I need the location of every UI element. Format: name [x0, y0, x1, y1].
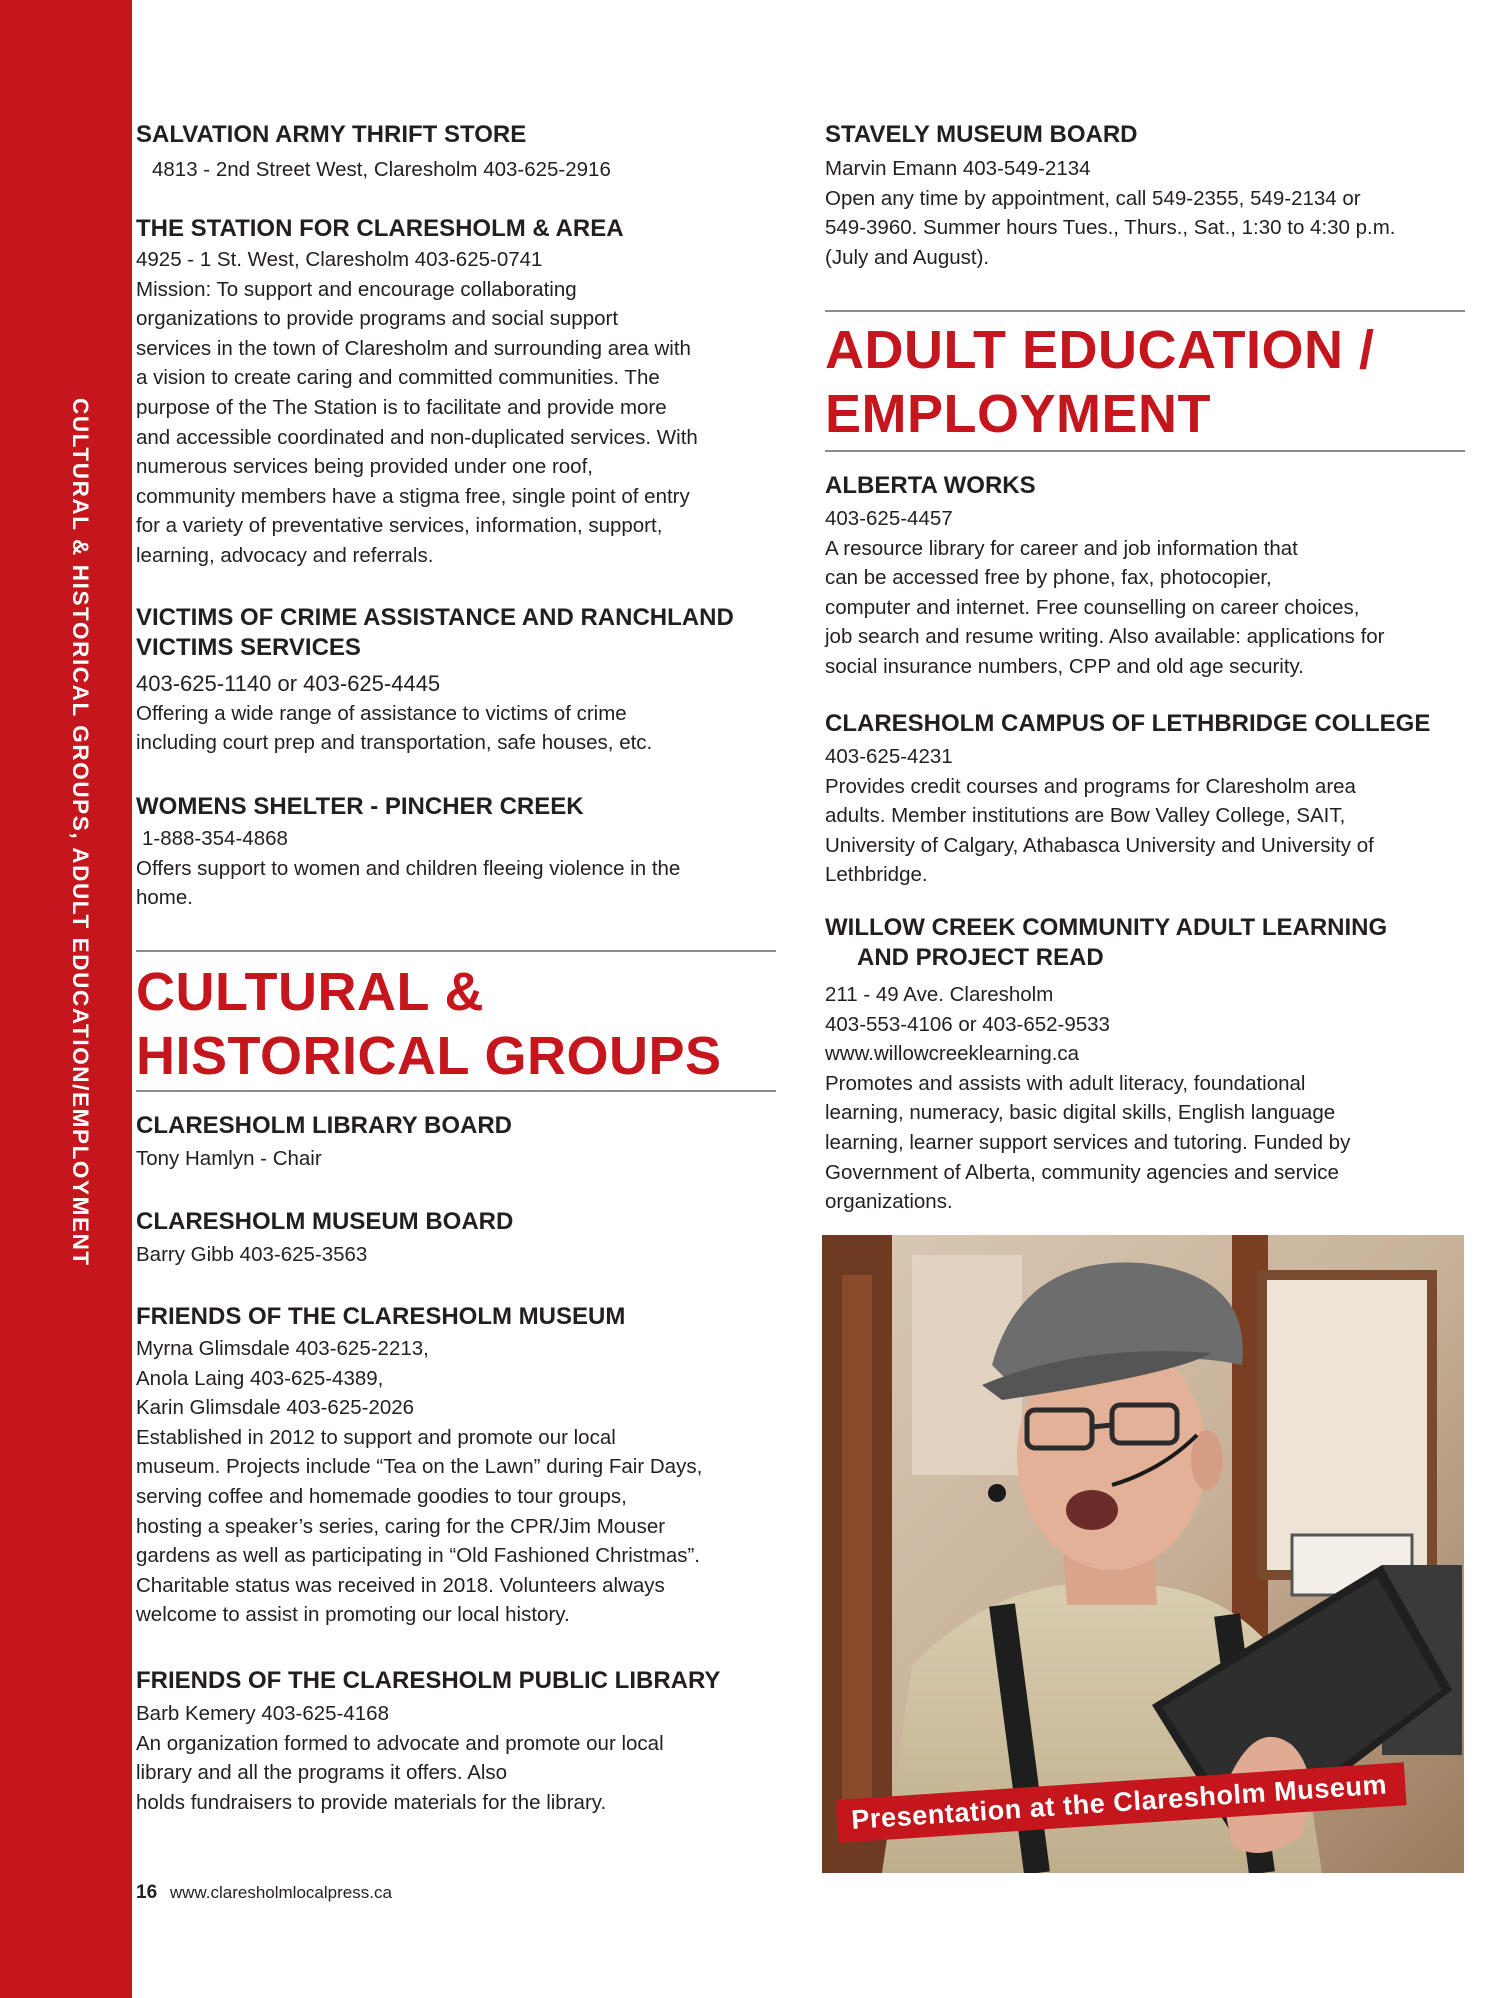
text-line: Provides credit courses and programs for Claresholm area: [825, 774, 1356, 798]
text-line: Myrna Glimsdale 403-625-2213,: [136, 1337, 429, 1360]
text-line: gardens as well as participating in “Old Fashioned Christmas”.: [136, 1544, 701, 1568]
campus-body: [825, 742, 1465, 890]
section-title-line: CULTURAL &: [136, 962, 484, 1022]
footer-url: www.claresholmlocalpress.ca: [169, 1883, 392, 1902]
title-line: AND PROJECT READ: [857, 944, 1104, 971]
text-line: Mission: To support and encourage collaborating: [136, 277, 577, 301]
station-body: [136, 245, 776, 571]
adult-education-section-title: [825, 318, 1465, 446]
stavely-body: [825, 154, 1465, 272]
page-footer: [136, 1882, 392, 1904]
text-line: computer and internet. Free counselling on career choices,: [825, 595, 1360, 619]
stavely-title: STAVELY MUSEUM BOARD: [825, 121, 1138, 148]
text-line: Promotes and assists with adult literacy, foundational: [825, 1071, 1306, 1095]
text-line: Marvin Emann 403-549-2134: [825, 157, 1091, 180]
text-line: serving coffee and homemade goodies to tour groups,: [136, 1484, 627, 1508]
library-board-title: CLARESHOLM LIBRARY BOARD: [136, 1112, 512, 1139]
victims-body: [136, 669, 776, 758]
text-line: can be accessed free by phone, fax, photocopier,: [825, 566, 1272, 590]
text-line: 403-625-4457: [825, 507, 953, 530]
text-line: home.: [136, 886, 193, 910]
text-line: 549-3960. Summer hours Tues., Thurs., Sat., 1:30 to 4:30 p.m.: [825, 216, 1396, 240]
section-title-line: HISTORICAL GROUPS: [136, 1026, 722, 1086]
text-line: A resource library for career and job information that: [825, 536, 1298, 560]
section-rule-top: [136, 950, 776, 952]
title-line: WILLOW CREEK COMMUNITY ADULT LEARNING: [825, 914, 1388, 941]
text-line: organizations.: [825, 1190, 953, 1214]
willow-body: [825, 980, 1465, 1217]
victims-title: [136, 603, 776, 663]
text-line: Established in 2012 to support and promote our local: [136, 1425, 616, 1449]
campus-title: CLARESHOLM CAMPUS OF LETHBRIDGE COLLEGE: [825, 710, 1431, 737]
text-line: learning, learner support services and tutoring. Funded by: [825, 1130, 1351, 1154]
text-line: An organization formed to advocate and promote our local: [136, 1731, 664, 1755]
text-line: Anola Laing 403-625-4389,: [136, 1366, 384, 1390]
text-line: Charitable status was received in 2018. Volunteers always: [136, 1573, 665, 1597]
text-line: 403-625-4231: [825, 745, 953, 768]
shelter-body: [136, 824, 776, 913]
section-rule-bottom: [136, 1090, 776, 1092]
text-line: community members have a stigma free, single point of entry: [136, 484, 690, 508]
willow-website: www.willowcreeklearning.ca: [825, 1042, 1080, 1066]
text-line: adults. Member institutions are Bow Valley College, SAIT,: [825, 804, 1346, 828]
photo-caption: Presentation at the Claresholm Museum: [836, 1762, 1406, 1843]
salvation-address: 4813 - 2nd Street West, Claresholm 403-625-2916: [152, 158, 611, 181]
text-line: Barb Kemery 403-625-4168: [136, 1702, 389, 1725]
text-line: 4925 - 1 St. West, Claresholm 403-625-0741: [136, 248, 543, 271]
station-title: THE STATION FOR CLARESHOLM & AREA: [136, 215, 624, 242]
alberta-works-title: ALBERTA WORKS: [825, 472, 1036, 499]
section-title-line: EMPLOYMENT: [825, 384, 1212, 444]
text-line: organizations to provide programs and social support: [136, 307, 619, 331]
text-line: hosting a speaker’s series, caring for the CPR/Jim Mouser: [136, 1514, 666, 1538]
text-line: job search and resume writing. Also available: applications for: [825, 625, 1385, 649]
section-title-line: ADULT EDUCATION /: [825, 320, 1375, 380]
text-line: Offering a wide range of assistance to victims of crime: [136, 701, 627, 725]
text-line: learning, advocacy and referrals.: [136, 543, 434, 567]
text-line: social insurance numbers, CPP and old age security.: [825, 654, 1304, 678]
text-line: numerous services being provided under one roof,: [136, 455, 593, 479]
friends-museum-title: FRIENDS OF THE CLARESHOLM MUSEUM: [136, 1303, 626, 1330]
text-line: holds fundraisers to provide materials for the library.: [136, 1790, 607, 1814]
text-line: learning, numeracy, basic digital skills, English language: [825, 1101, 1336, 1125]
title-line: VICTIMS SERVICES: [136, 634, 361, 661]
alberta-works-body: [825, 504, 1465, 682]
victims-phone: 403-625-1140 or 403-625-4445: [136, 671, 441, 696]
text-line: purpose of the The Station is to facilitate and provide more: [136, 395, 667, 419]
text-line: Offers support to women and children fleeing violence in the: [136, 856, 681, 880]
side-bar: [0, 0, 132, 1998]
text-line: library and all the programs it offers. Also: [136, 1761, 508, 1785]
section-rule-bottom: [825, 450, 1465, 452]
text-line: Lethbridge.: [825, 863, 928, 887]
text-line: services in the town of Claresholm and surrounding area with: [136, 336, 691, 360]
museum-board-title: CLARESHOLM MUSEUM BOARD: [136, 1208, 514, 1235]
text-line: Karin Glimsdale 403-625-2026: [136, 1396, 415, 1420]
text-line: Government of Alberta, community agencies and service: [825, 1160, 1339, 1184]
text-line: 403-553-4106 or 403-652-9533: [825, 1012, 1110, 1036]
text-line: Open any time by appointment, call 549-2355, 549-2134 or: [825, 186, 1361, 210]
shelter-title: WOMENS SHELTER - PINCHER CREEK: [136, 793, 584, 820]
library-board-text: Tony Hamlyn - Chair: [136, 1147, 322, 1170]
text-line: including court prep and transportation, safe houses, etc.: [136, 731, 653, 755]
text-line: a vision to create caring and committed communities. The: [136, 366, 660, 390]
text-line: and accessible coordinated and non-duplicated services. With: [136, 425, 698, 449]
cultural-section-title: [136, 960, 776, 1088]
friends-museum-body: [136, 1334, 776, 1630]
shelter-phone: 1-888-354-4868: [142, 827, 288, 850]
side-bar-title: CULTURAL & HISTORICAL GROUPS, ADULT EDUCATION/EMPLOYMENT: [68, 398, 93, 1267]
text-line: for a variety of preventative services, information, support,: [136, 514, 663, 538]
text-line: 211 - 49 Ave. Claresholm: [825, 983, 1054, 1006]
museum-board-text: Barry Gibb 403-625-3563: [136, 1243, 368, 1266]
section-rule-top: [825, 310, 1465, 312]
friends-library-title: FRIENDS OF THE CLARESHOLM PUBLIC LIBRARY: [136, 1667, 721, 1694]
text-line: University of Calgary, Athabasca University and University of: [825, 833, 1374, 857]
salvation-title: SALVATION ARMY THRIFT STORE: [136, 121, 527, 148]
willow-title: [825, 913, 1465, 973]
text-line: museum. Projects include “Tea on the Lawn” during Fair Days,: [136, 1455, 703, 1479]
page-number: 16: [136, 1882, 158, 1903]
friends-library-body: [136, 1699, 776, 1817]
title-line: VICTIMS OF CRIME ASSISTANCE AND RANCHLAND: [136, 604, 734, 631]
text-line: welcome to assist in promoting our local history.: [136, 1603, 570, 1627]
text-line: (July and August).: [825, 245, 990, 269]
